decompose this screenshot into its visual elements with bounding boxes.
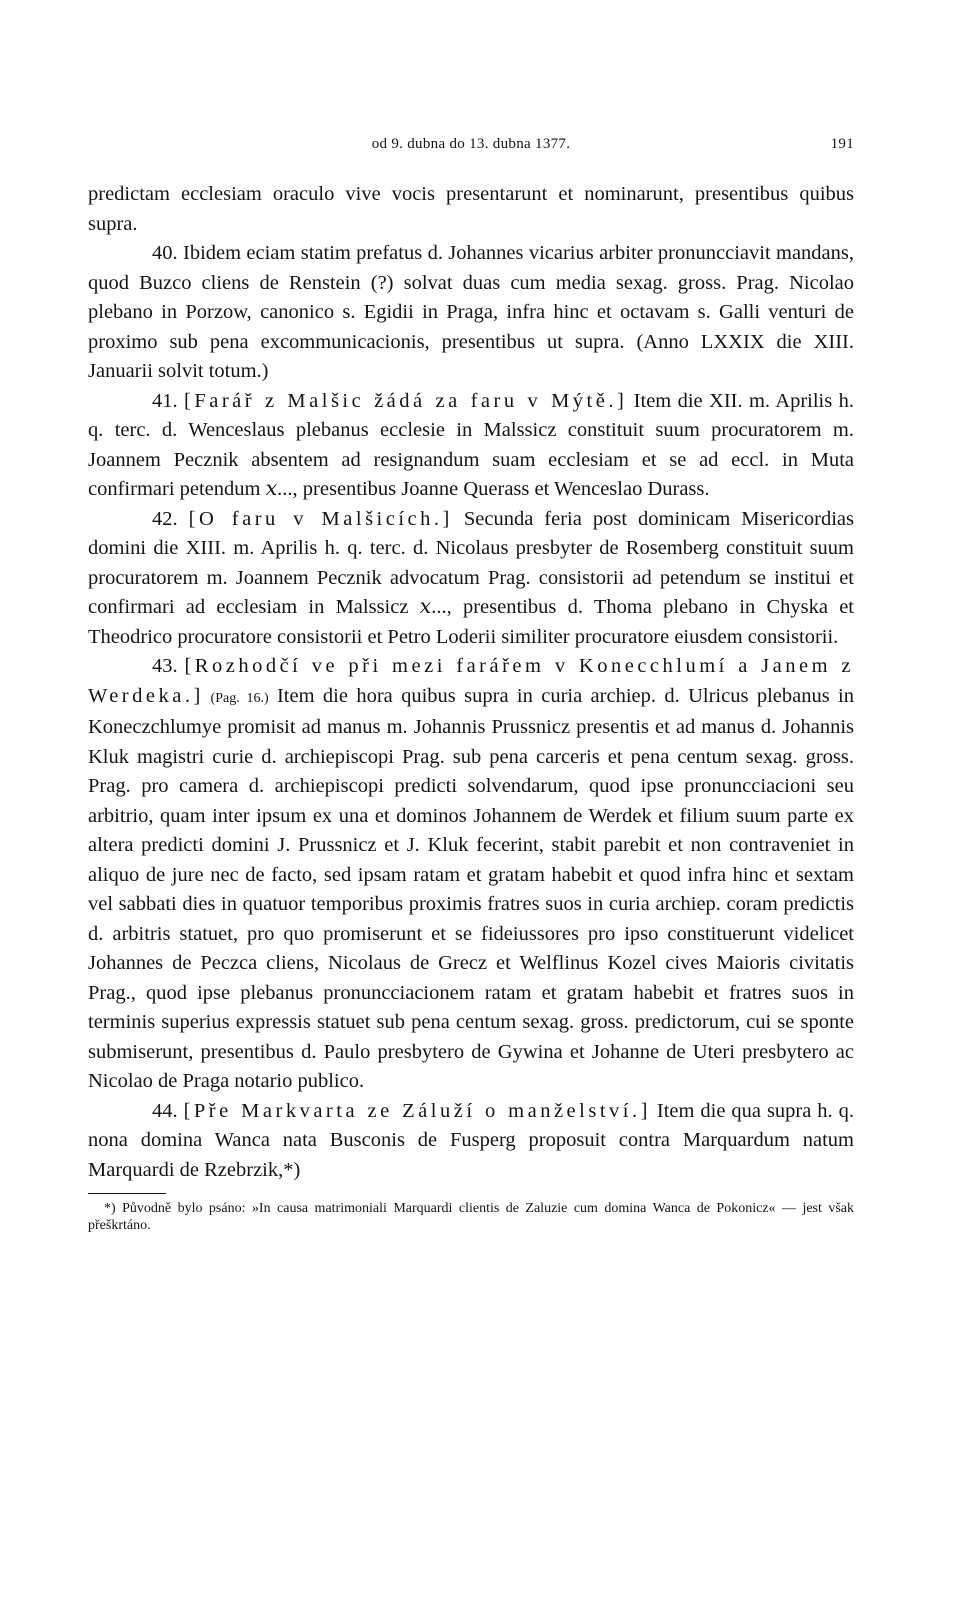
entry-number: 42.	[152, 507, 189, 530]
paragraph-continuation: predictam ecclesiam oraculo vive vocis presentarunt et nominarunt, presentibus quibus supra.	[88, 183, 854, 235]
page-number: 191	[830, 136, 854, 152]
entry-number: 43.	[152, 655, 185, 677]
document-page	[88, 128, 854, 1234]
entry-text: Item die hora quibus supra in curia archiep. d. Ulricus plebanus in Koneczchlumye promisit ad manus m. Johannis Prussnicz presentis et ad manus d. Johannis Kluk magistri curie d. archiepiscopi Prag. sub pena carceris et pena centum sexag. gross. Prag. pro camera d. archiepiscopi predicti solvendarum, quod ipse pronuncciacioni seu arbitrio, quam inter ipsum ex una et dominos Johannem de Werdek et filium suum parte ex altera predicti domini J. Prussnicz et J. Kluk fecerint, stabit parebit et non contraveniet in aliquo de jure nec de facto, sed ipsam ratam et gratam habebit et quod infra hinc et sextam vel sabbati dies in quatuor temporibus proximis fratres suos in curia archiep. coram predictis d. arbitris statuet, pro quo promiserunt et se fideiussores pro ipso constituerunt videlicet Johannes de Peczca cliens, Nicolaus de Grecz et Welflinus Kozel cives Maioris civitatis Prag., quod ipse plebanus pronuncciacionem ratam et gratam habebit et fratres suos in terminis superius expressis statuet sub pena centum sexag. gross. predictorum, cui se sponte submiserunt, presentibus d. Paulo presbytero de Gywina et Johanne de Uteri presbytero ac Nicolao de Praga notario publico.	[88, 684, 855, 1092]
running-title: od 9. dubna do 13. dubna 1377.	[371, 136, 571, 152]
entry-number: 44.	[152, 1099, 184, 1122]
entry-text: Item die qua supra h. q. nona domina Wanca nata Busconis de Fusperg proposuit contra Marquardum natum Marquardi de Rzebrzik,*)	[88, 1099, 855, 1181]
entry-41	[88, 387, 854, 505]
entry-text: Secunda feria post dominicam Misericordias domini die XIII. m. Aprilis h. q. terc. d. Nicolaus presbyter de Rosemberg constituit suum procuratorem m. Joannem Pecznik advocatum Prag. consistorii ad petendum se institui et confirmari ad ecclesiam in Malssicz 𝑥..., presentibus d. Thoma plebano in Chyska et Theodrico procuratore consistorii et Petro Loderii similiter procuratore eiusdem consistorii.	[88, 507, 854, 648]
entry-42	[88, 505, 854, 653]
footnote: *) Původně bylo psáno: »In causa matrimoniali Marquardi clientis de Zaluzie cum domina Wanca de Pokonicz« — jest však přeškrtáno.	[88, 1201, 854, 1233]
entry-number: 41.	[152, 389, 184, 412]
entry-text: Item die XII. m. Aprilis h. q. terc. d. Wenceslaus plebanus ecclesie in Malssicz constituit suum procuratorem m. Joannem Pecznik absentem ad resignandum suam ecclesiam et se ad eccl. in Muta confirmari petendum 𝑥..., presentibus Joanne Querass et Wenceslao Durass.	[88, 389, 854, 500]
entry-heading: [Pře Markvarta ze Záluží o manželství.]	[183, 1099, 651, 1122]
entry-43	[88, 652, 854, 1097]
footnote-rule	[88, 1193, 166, 1194]
running-head	[88, 128, 854, 160]
entry-40: 40. Ibidem eciam statim prefatus d. Johannes vicarius arbiter pronuncciavit mandans, quod Buzco cliens de Renstein (?) solvat duas cum media sexag. gross. Prag. Nicolao plebano in Porzow, canonico s. Egidii in Praga, infra hinc et octavam s. Galli venturi de proximo sub pena excommunicacionis, presentibus ut supra. (Anno LXXIX die XIII. Januarii solvit totum.)	[88, 242, 854, 382]
entry-heading: [Farář z Malšic žádá za faru v Mýtě.]	[184, 389, 628, 412]
entry-heading: [O faru v Malšicích.]	[188, 507, 453, 530]
entry-heading: [Rozhodčí ve při mezi farářem v Konecchlumí a Janem z Werdeka.]	[88, 655, 854, 707]
page-reference: (Pag. 16.)	[203, 690, 269, 706]
body-text	[88, 180, 854, 1185]
entry-44	[88, 1097, 854, 1186]
